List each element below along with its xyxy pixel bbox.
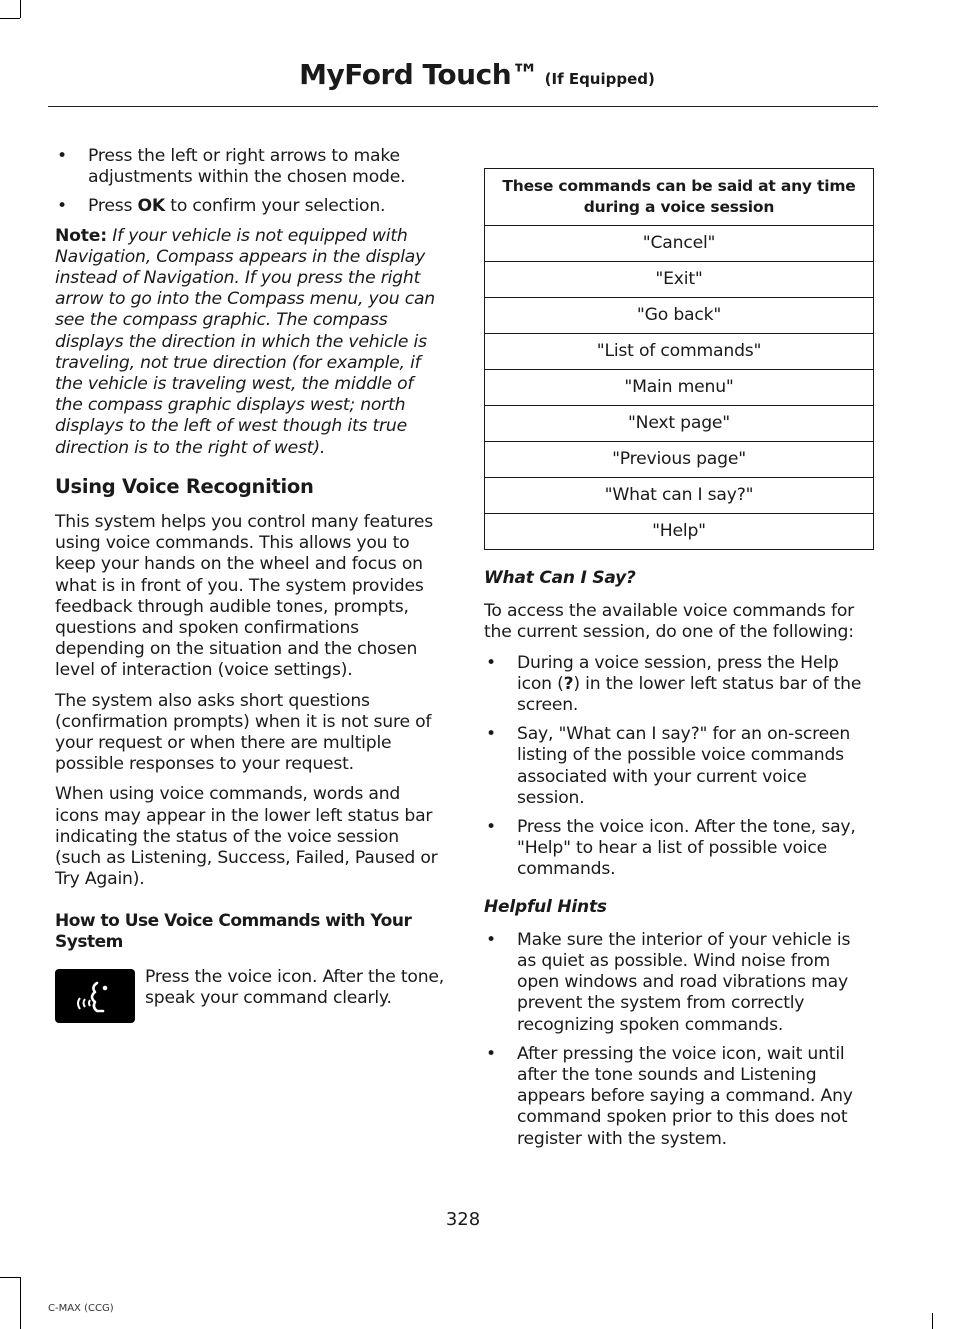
list-item: • After pressing the voice icon, wait until after the tone sounds and Listening appears before saying a command. Any command spoken prior to this does not register with the system. — [486, 1043, 853, 1149]
help-icon: ? — [563, 673, 574, 694]
table-row: "Go back" — [485, 298, 874, 334]
list-item: • During a voice session, press the Help icon (?) in the lower left status bar of the screen. — [486, 652, 862, 716]
table-row: "Help" — [485, 514, 874, 550]
list-item: • Make sure the interior of your vehicle is as quiet as possible. Wind noise from open windows and road vibrations may prevent the system from correctly recognizing spoken commands. — [486, 929, 851, 1035]
table-row: "What can I say?" — [485, 478, 874, 514]
header-rule — [48, 106, 878, 107]
list-item: • Press OK to confirm your selection. — [57, 196, 386, 217]
ok-label: OK — [137, 196, 166, 217]
voice-icon — [55, 969, 135, 1023]
left-column — [55, 146, 445, 1027]
table-row: "Next page" — [485, 406, 874, 442]
voice-instruction — [55, 967, 445, 1027]
page-title: MyFord Touch™ — [299, 58, 539, 91]
page-header — [0, 58, 954, 91]
voice-commands-table — [484, 168, 874, 550]
list-item: • Say, "What can I say?" for an on-screen listing of the possible voice commands associated with your current voice session. — [486, 724, 851, 808]
note: Note: If your vehicle is not equipped with Navigation, Compass appears in the display instead of Navigation. If you press the right arrow to go into the Compass menu, you can see the compass graphic. The compass displays the direction in which the vehicle is traveling, not true direction (for example, if the vehicle is traveling west, the middle of the compass graphic displays west; north displays to the left of west though its true direction is to the right of west). — [55, 225, 435, 458]
table-row: "Exit" — [485, 262, 874, 298]
table-row: "Cancel" — [485, 226, 874, 262]
what-can-i-say-heading: What Can I Say? — [484, 568, 636, 588]
table-row: "List of commands" — [485, 334, 874, 370]
page-subtitle: (If Equipped) — [544, 70, 655, 88]
footer-model: C-MAX (CCG) — [48, 1303, 114, 1314]
page-number: 328 — [445, 1209, 481, 1230]
table-header: These commands can be said at any time during a voice session — [485, 169, 874, 226]
list-item: • Press the voice icon. After the tone, say, "Help" to hear a list of possible voice commands. — [486, 817, 856, 880]
icon-instruction-text: Press the voice icon. After the tone, speak your command clearly. — [145, 966, 445, 1008]
crop-mark — [20, 0, 21, 18]
paragraph: This system helps you control many features using voice commands. This allows you to keep your hands on the wheel and focus on what is in front of you. The system provides feedback through audible tones, prompts, questions and spoken confirmations depending on the situation and the chosen level of interaction (voice settings). — [55, 512, 434, 681]
table-row: "Previous page" — [485, 442, 874, 478]
crop-mark — [20, 1277, 21, 1329]
subsection-heading: How to Use Voice Commands with Your System — [55, 910, 412, 952]
crop-mark — [0, 1277, 20, 1278]
paragraph: When using voice commands, words and icons may appear in the lower left status bar indicating the status of the voice session (such as Listening, Success, Failed, Paused or Try Again). — [55, 784, 438, 890]
table-row: "Main menu" — [485, 370, 874, 406]
list-item: • Press the left or right arrows to make adjustments within the chosen mode. — [57, 146, 406, 188]
crop-mark — [0, 18, 20, 19]
helpful-hints-heading: Helpful Hints — [484, 896, 607, 917]
section-heading: Using Voice Recognition — [55, 474, 314, 498]
right-column — [484, 146, 874, 1158]
paragraph: To access the available voice commands for the current session, do one of the following: — [484, 601, 855, 643]
paragraph: The system also asks short questions (confirmation prompts) when it is not sure of your request or when there are multiple possible responses to your request. — [55, 690, 432, 775]
crop-mark — [932, 1313, 933, 1329]
